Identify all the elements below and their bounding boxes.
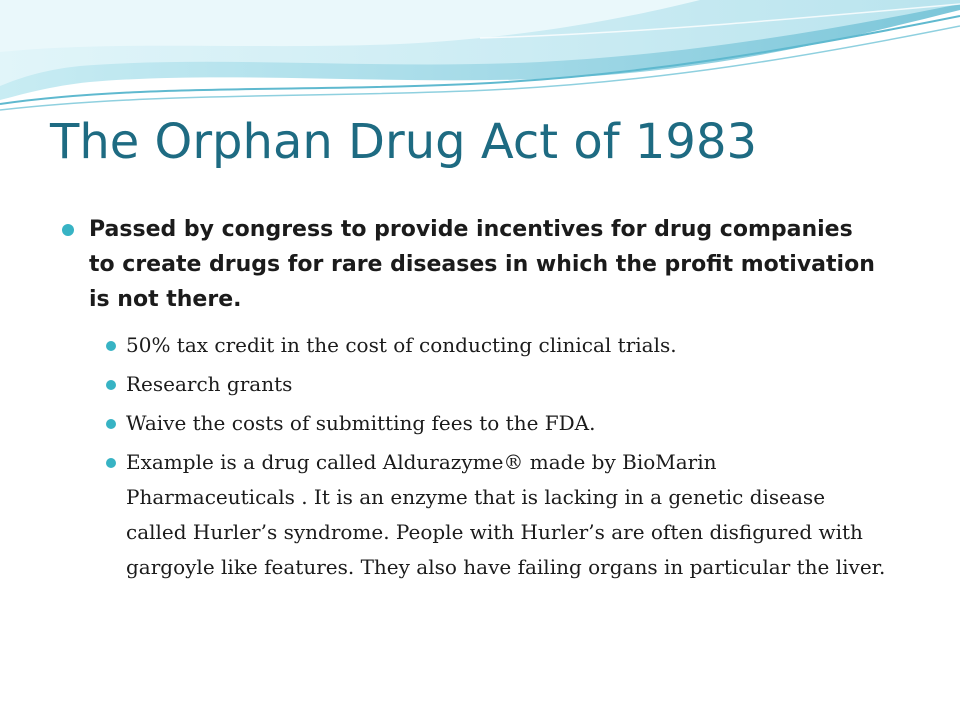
bullet-dot-icon bbox=[106, 419, 116, 429]
bullet-dot-icon bbox=[106, 341, 116, 351]
sub-bullet-item bbox=[62, 328, 886, 363]
sub-bullet-text: Example is a drug called Aldurazyme® made by BioMarin Pharmaceuticals . It is an enzyme that is lacking in a genetic disease called Hurler’s syndrome. People with Hurler’s are often disfigured with gargoyle like features. They also have failing organs in particular the liver. bbox=[126, 450, 886, 579]
sub-bullet-text: Waive the costs of submitting fees to the FDA. bbox=[126, 411, 596, 435]
slide-title: The Orphan Drug Act of 1983 bbox=[50, 114, 758, 170]
bullet-dot-icon bbox=[62, 224, 74, 236]
sub-bullet-text: Research grants bbox=[126, 372, 293, 396]
sub-bullet-item bbox=[62, 367, 886, 402]
bullet-dot-icon bbox=[106, 380, 116, 390]
bullet-dot-icon bbox=[106, 458, 116, 468]
sub-bullet-item bbox=[62, 406, 886, 441]
bullet-main-text: Passed by congress to provide incentives for drug companies to create drugs for rare diseases in which the profit motivation is not there. bbox=[89, 217, 875, 312]
sub-bullet-list bbox=[62, 328, 932, 585]
slide-body bbox=[62, 212, 932, 589]
sub-bullet-text: 50% tax credit in the cost of conducting clinical trials. bbox=[126, 333, 677, 357]
header-wave-decoration bbox=[0, 0, 960, 115]
bullet-main bbox=[62, 212, 879, 317]
sub-bullet-item bbox=[62, 445, 886, 585]
